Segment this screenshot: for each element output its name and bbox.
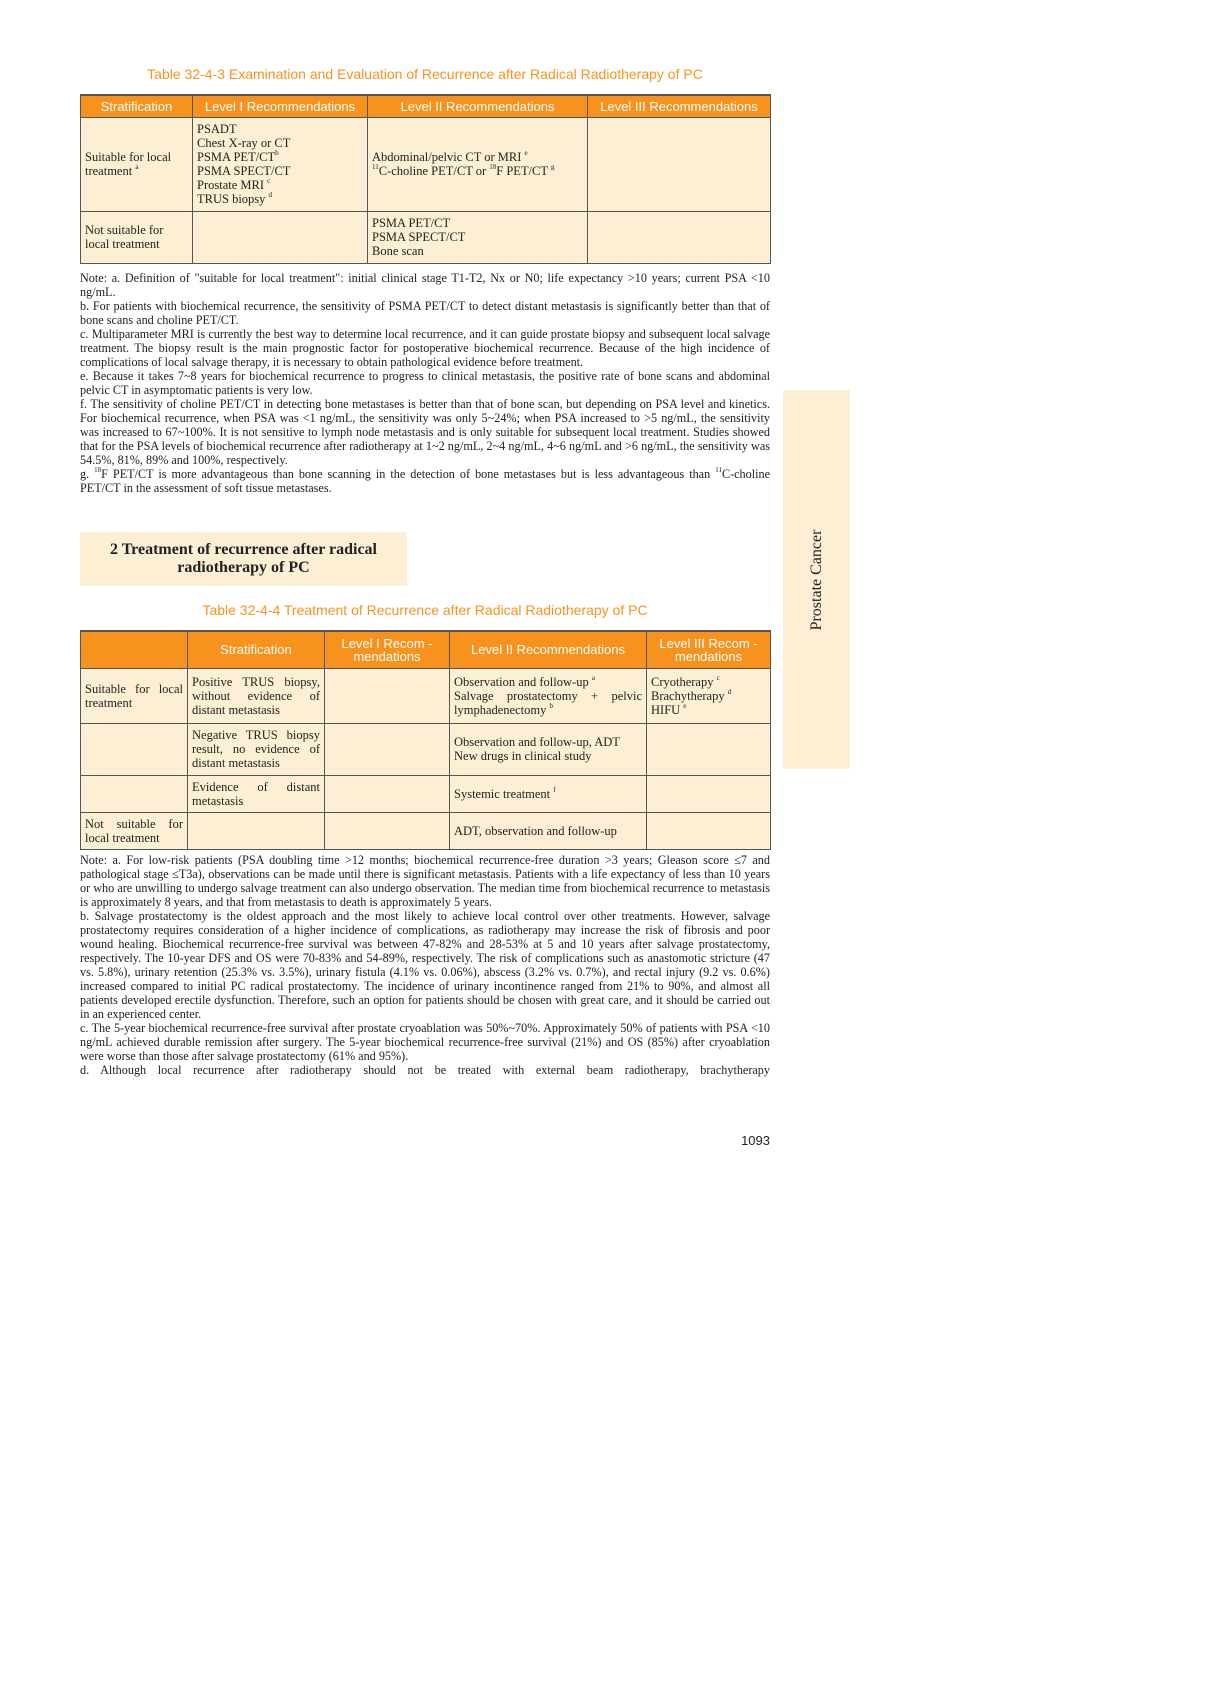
table-row <box>81 723 771 775</box>
cell-strat: Positive TRUS biopsy, without evidence of distant metastasis <box>188 668 325 723</box>
cell-level2: PSMA PET/CT PSMA SPECT/CT Bone scan <box>368 211 588 263</box>
section-heading: 2 Treatment of recurrence after radical radiotherapy of PC <box>80 532 407 586</box>
cell-level1 <box>325 723 450 775</box>
cell-group <box>81 775 188 812</box>
header-level1: Level I Recommendations <box>193 95 368 117</box>
table2-caption: Table 32-4-4 Treatment of Recurrence after Radical Radiotherapy of PC <box>202 602 648 618</box>
cell-level1 <box>325 775 450 812</box>
table1-caption: Table 32-4-3 Examination and Evaluation of Recurrence after Radical Radiotherapy of PC <box>147 66 703 82</box>
table-treatment-recurrence <box>80 630 771 850</box>
header-blank <box>81 631 188 668</box>
table-row <box>81 775 771 812</box>
cell-level1 <box>325 668 450 723</box>
table1-notes: Note: a. Definition of "suitable for local treatment": initial clinical stage T1-T2, Nx or N0; life expectancy >10 years; current PSA <10 ng/mL. b. For patients with biochemical recurrence, the sensitivity of PSMA PET/CT to detect distant metastasis is significantly better than that of bone scans and choline PET/CT. c. Multiparameter MRI is currently the best way to determine local recurrence, and it can guide prostate biopsy and subsequent local salvage treatment. The biopsy result is the main prognostic factor for postoperative biochemical recurrence. Because of the high incidence of complications of local salvage therapy, it is necessary to obtain pathological evidence before treatment. e. Because it takes 7~8 years for biochemical recurrence to progress to clinical metastasis, the positive rate of bone scans and abdominal pelvic CT in asymptomatic patients is very low. f. The sensitivity of choline PET/CT in detecting bone metastases is better than that of bone scan, but depending on PSA level and kinetics. For biochemical recurrence, when PSA was <1 ng/mL, the sensitivity was only 5~24%; when PSA increased to >5 ng/mL, the sensitivity was increased to 67~100%. It is not sensitive to lymph node metastasis and is only suitable for subsequent local treatment. Studies showed that for the PSA levels of biochemical recurrence after radiotherapy at 1~2 ng/mL, 2~4 ng/mL, 4~6 ng/mL and >6 ng/mL, the sensitivity was 54.5%, 81%, 89% and 100%, respectively. g. $^{18}$F PET/CT is more advantageous than bone scanning in the detection of bone metastases but is less advantageous than $^{11}$C-choline PET/CT in the assessment of soft tissue metastases. <box>80 271 771 495</box>
header-level1: Level I Recom - mendations <box>325 631 450 668</box>
cell-strat: Negative TRUS biopsy result, no evidence of distant metastasis <box>188 723 325 775</box>
cell-level1 <box>193 211 368 263</box>
cell-level2: Observation and follow-up $^a$ Salvage prostatectomy + pelvic lymphadenectomy $^b$ <box>450 668 647 723</box>
cell-strat <box>188 812 325 849</box>
cell-level2: Abdominal/pelvic CT or MRI $^e$ $^{11}$C-choline PET/CT or $^{18}$F PET/CT $^g$ <box>368 117 588 211</box>
cell-level3 <box>647 812 771 849</box>
cell-group <box>81 723 188 775</box>
cell-level3 <box>588 117 771 211</box>
header-level3: Level III Recommendations <box>588 95 771 117</box>
table-row <box>81 117 771 211</box>
table2-notes: Note: a. For low-risk patients (PSA doubling time >12 months; biochemical recurrence-free duration >3 years; Gleason score ≤7 and pathological stage ≤T3a), observations can be made until there is significant metastasis. Patients with a life expectancy of less than 10 years or who are unwilling to undergo salvage treatment can also undergo observation. The median time from biochemical recurrence to metastasis is approximately 8 years, and that from metastasis to death is approximately 5 years. b. Salvage prostatectomy is the oldest approach and the most likely to achieve local control over other treatments. However, salvage prostatectomy requires consideration of a higher incidence of complications, as radiotherapy may increase the risk of fibrosis and poor wound healing. Biochemical recurrence-free survival was between 47-82% and 28-53% at 5 and 10 years after salvage prostatectomy, respectively. The 10-year DFS and OS were 70-83% and 54-89%, respectively. The risk of complications such as anastomotic stricture (47 vs. 5.8%), urinary retention (25.3% vs. 3.5%), urinary fistula (4.1% vs. 0.06%), abscess (3.2% vs. 0.7%), and rectal injury (9.2 vs. 0.6%) increased compared to initial PC radical prostatectomy. The incidence of urinary incontinence ranged from 21% to 90%, and almost all patients developed erectile dysfunction. Therefore, such an option for patients should be chosen with great care, and it should be carried out in an experienced center. c. The 5-year biochemical recurrence-free survival after prostate cryoablation was 50%~70%. Approximately 50% of patients with PSA <10 ng/mL achieved durable remission after surgery. The 5-year biochemical recurrence-free survival (21%) and OS (85%) after cryoablation were worse than those after salvage prostatectomy (61% and 95%). d. Although local recurrence after radiotherapy should not be treated with external beam radiotherapy, brachytherapy <box>80 853 770 1077</box>
side-tab: Prostate Cancer <box>783 390 850 769</box>
cell-strat: Suitable for local treatment $^a$ <box>81 117 193 211</box>
cell-level3: Cryotherapy $^c$ Brachytherapy $^d$ HIFU $^e$ <box>647 668 771 723</box>
cell-level3 <box>647 723 771 775</box>
header-stratification: Stratification <box>81 95 193 117</box>
cell-level3 <box>588 211 771 263</box>
cell-level1: PSADT Chest X-ray or CT PSMA PET/$CT^b$ PSMA SPECT/CT Prostate MRI $^c$ TRUS biopsy $^d$ <box>193 117 368 211</box>
table-row <box>81 812 771 849</box>
header-level2: Level II Recommendations <box>368 95 588 117</box>
table-row <box>81 668 771 723</box>
table-examination-evaluation <box>80 94 771 264</box>
cell-level2: Systemic treatment $^f$ <box>450 775 647 812</box>
table-row <box>81 211 771 263</box>
cell-level3 <box>647 775 771 812</box>
cell-strat: Evidence of distant metastasis <box>188 775 325 812</box>
header-level3: Level III Recom - mendations <box>647 631 771 668</box>
cell-group: Suitable for local treatment <box>81 668 188 723</box>
cell-strat: Not suitable for local treatment <box>81 211 193 263</box>
cell-level2: Observation and follow-up, ADT New drugs in clinical study <box>450 723 647 775</box>
header-stratification: Stratification <box>188 631 325 668</box>
header-level2: Level II Recommendations <box>450 631 647 668</box>
cell-level2: ADT, observation and follow-up <box>450 812 647 849</box>
page-number: 1093 <box>741 1133 770 1148</box>
cell-level1 <box>325 812 450 849</box>
cell-group: Not suitable for local treatment <box>81 812 188 849</box>
